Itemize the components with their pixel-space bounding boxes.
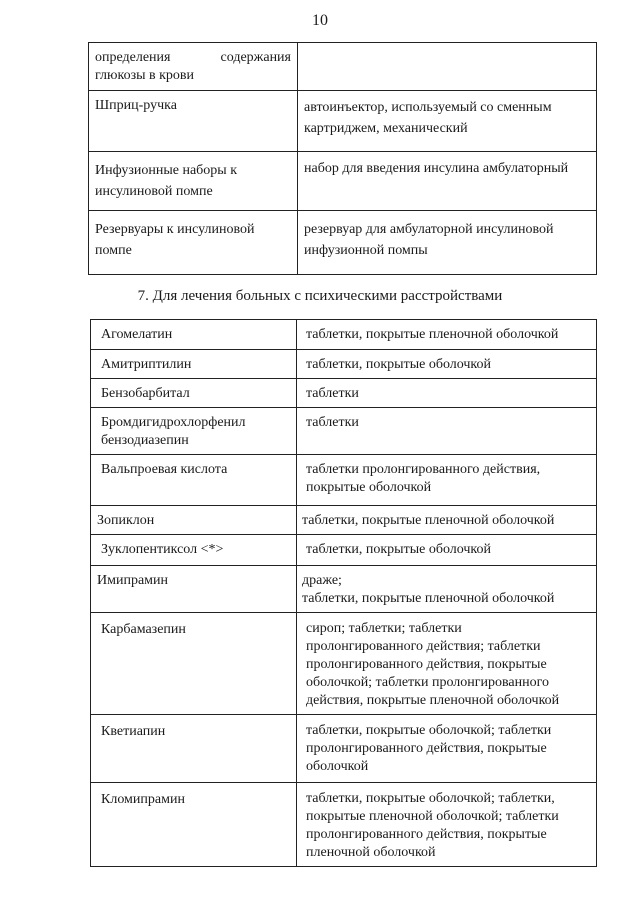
- drug-form-line: пленочной оболочкой: [306, 845, 436, 860]
- table-row: [91, 715, 597, 783]
- drug-form-cell: [297, 535, 597, 566]
- drug-name-line: бензодиазепин: [101, 433, 189, 448]
- drug-name-line: Бромдигидрохлорфенил: [101, 415, 246, 430]
- drug-form-line: оболочкой: [306, 759, 369, 774]
- item-form-line: инфузионной помпы: [304, 243, 428, 258]
- item-name-line: глюкозы в крови: [95, 68, 195, 83]
- table-row: [91, 506, 597, 535]
- item-form-line: автоинъектор, используемый со сменным: [304, 100, 552, 115]
- item-form-cell: [298, 91, 597, 152]
- drug-name-line: Бензобарбитал: [101, 386, 190, 401]
- item-name-line: определения содержания: [95, 50, 291, 65]
- item-form-line: набор для введения инсулина амбулаторный: [304, 161, 569, 176]
- drug-name-cell: [91, 320, 297, 350]
- drug-name-cell: [91, 506, 297, 535]
- drug-form-line: таблетки пролонгированного действия,: [306, 462, 541, 477]
- drug-name-cell: [91, 715, 297, 783]
- drug-form-line: таблетки, покрытые оболочкой: [306, 542, 492, 557]
- drug-name-cell: [91, 455, 297, 506]
- drug-name-cell: [91, 783, 297, 867]
- table-row: [91, 783, 597, 867]
- drug-form-cell: [297, 455, 597, 506]
- item-form-line: резервуар для амбулаторной инсулиновой: [304, 222, 554, 237]
- drug-form-cell: [297, 715, 597, 783]
- table-row: [91, 613, 597, 715]
- drug-form-line: таблетки: [306, 386, 359, 401]
- item-name-line: помпе: [95, 243, 132, 258]
- drug-form-line: таблетки, покрытые пленочной оболочкой: [302, 513, 555, 528]
- drug-form-line: пролонгированного действия, покрытые: [306, 827, 547, 842]
- drug-form-line: таблетки, покрытые оболочкой: [306, 357, 492, 372]
- drug-name-line: Карбамазепин: [101, 622, 186, 637]
- drug-name-cell: [91, 379, 297, 408]
- drug-form-line: оболочкой; таблетки пролонгированного: [306, 675, 550, 690]
- item-form-cell: [298, 152, 597, 211]
- page-number: 10: [312, 12, 328, 29]
- table-row: [91, 566, 597, 613]
- table-row: [91, 408, 597, 455]
- drug-form-line: таблетки: [306, 415, 359, 430]
- drug-name-line: Имипрамин: [97, 573, 169, 588]
- drug-name-line: Кломипрамин: [101, 792, 185, 807]
- drug-name-line: Вальпроевая кислота: [101, 462, 228, 477]
- drug-name-line: Зопиклон: [97, 513, 155, 528]
- drug-form-line: таблетки, покрытые пленочной оболочкой: [302, 591, 555, 606]
- drug-name-line: Амитриптилин: [101, 357, 192, 372]
- item-form-cell: [298, 43, 597, 91]
- drug-form-line: пролонгированного действия; таблетки: [306, 639, 541, 654]
- table-row: [91, 455, 597, 506]
- table-row: [89, 91, 597, 152]
- drug-form-cell: [297, 350, 597, 379]
- drug-form-cell: [297, 613, 597, 715]
- psychiatric-drugs-table: [90, 319, 597, 867]
- drug-name-cell: [91, 613, 297, 715]
- drug-name-line: Зуклопентиксол <*>: [101, 542, 224, 557]
- table-row: [91, 350, 597, 379]
- devices-table: [88, 42, 597, 275]
- drug-form-cell: [297, 379, 597, 408]
- drug-form-line: покрытые пленочной оболочкой; таблетки: [306, 809, 559, 824]
- item-name-cell: [89, 91, 298, 152]
- item-name-line: Шприц-ручка: [95, 98, 177, 113]
- drug-form-line: действия, покрытые пленочной оболочкой: [306, 693, 560, 708]
- drug-name-cell: [91, 350, 297, 379]
- drug-form-cell: [297, 783, 597, 867]
- table-row: [89, 152, 597, 211]
- item-name-cell: [89, 152, 298, 211]
- item-name-line: Инфузионные наборы к: [95, 163, 237, 178]
- item-form-line: картриджем, механический: [304, 121, 468, 136]
- drug-form-line: пролонгированного действия, покрытые: [306, 741, 547, 756]
- table-row: [89, 211, 597, 275]
- table-row: [89, 43, 597, 91]
- drug-form-cell: [297, 408, 597, 455]
- item-form-cell: [298, 211, 597, 275]
- drug-name-line: Кветиапин: [101, 724, 166, 739]
- drug-form-cell: [297, 506, 597, 535]
- drug-name-cell: [91, 566, 297, 613]
- drug-form-line: покрытые оболочкой: [306, 480, 432, 495]
- drug-form-line: таблетки, покрытые оболочкой; таблетки: [306, 723, 552, 738]
- section-heading: 7. Для лечения больных с психическими расстройствами: [137, 288, 503, 304]
- drug-name-cell: [91, 408, 297, 455]
- drug-form-line: драже;: [302, 573, 342, 588]
- drug-form-cell: [297, 320, 597, 350]
- drug-form-line: таблетки, покрытые оболочкой; таблетки,: [306, 791, 555, 806]
- item-name-line: инсулиновой помпе: [95, 184, 213, 199]
- drug-name-cell: [91, 535, 297, 566]
- table-row: [91, 379, 597, 408]
- drug-form-line: таблетки, покрытые пленочной оболочкой: [306, 327, 559, 342]
- item-name-line: Резервуары к инсулиновой: [95, 222, 255, 237]
- drug-form-cell: [297, 566, 597, 613]
- drug-form-line: пролонгированного действия, покрытые: [306, 657, 547, 672]
- item-name-cell: [89, 43, 298, 91]
- item-name-cell: [89, 211, 298, 275]
- table-row: [91, 320, 597, 350]
- drug-name-line: Агомелатин: [101, 327, 173, 342]
- table-row: [91, 535, 597, 566]
- drug-form-line: сироп; таблетки; таблетки: [306, 621, 462, 636]
